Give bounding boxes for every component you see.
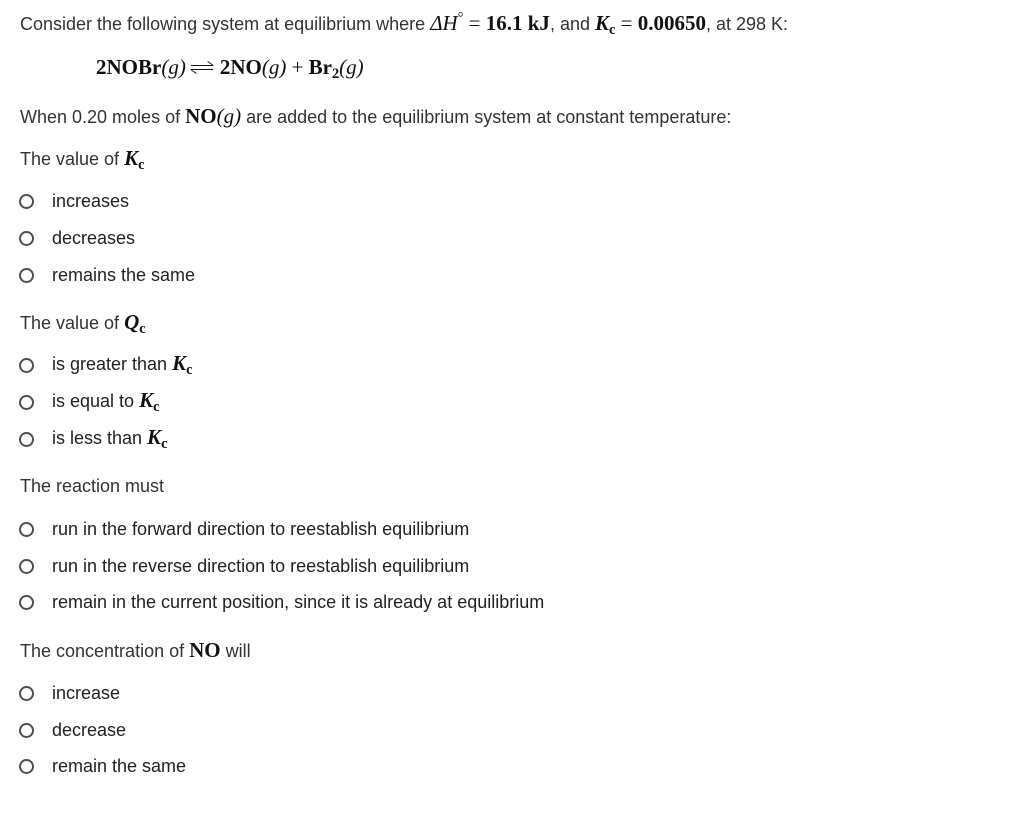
- q3-option-reverse[interactable]: run in the reverse direction to reestablish equilibrium: [19, 551, 469, 581]
- radio-button-icon[interactable]: [19, 759, 34, 774]
- q1-option-decreases[interactable]: decreases: [19, 223, 135, 253]
- q4-option-remain-same[interactable]: remain the same: [19, 751, 186, 781]
- question-2-label: The value of $Q_c$: [20, 310, 146, 337]
- q4-option-decrease[interactable]: decrease: [19, 715, 126, 745]
- radio-button-icon[interactable]: [19, 395, 34, 410]
- product-no: 2NO: [219, 55, 262, 79]
- q4-option-increase[interactable]: increase: [19, 678, 120, 708]
- reactant: 2NOBr: [96, 55, 162, 79]
- radio-button-icon[interactable]: [19, 686, 34, 701]
- q3-option-forward[interactable]: run in the forward direction to reestablish equilibrium: [19, 514, 469, 544]
- product-br2: $Br_2$: [308, 55, 340, 82]
- kc-value: 0.00650: [637, 10, 706, 35]
- question-4-label: The concentration of NO will: [20, 638, 251, 662]
- equilibrium-arrows-icon: [190, 58, 214, 76]
- q1-option-increases[interactable]: increases: [19, 186, 129, 216]
- radio-button-icon[interactable]: [19, 358, 34, 373]
- delta-h-symbol: ΔH: [430, 10, 458, 35]
- question-3-label: The reaction must: [20, 476, 165, 496]
- q2-option-equal[interactable]: is equal to $K_c$: [19, 387, 159, 417]
- q3-option-remain[interactable]: remain in the current position, since it is already at equilibrium: [19, 587, 544, 617]
- product-br2-state: (g): [339, 55, 364, 79]
- product-no-state: (g): [261, 55, 287, 79]
- standard-state-degree: °: [457, 10, 464, 26]
- q2-option-greater[interactable]: is greater than $K_c$: [19, 350, 192, 380]
- radio-button-icon[interactable]: [19, 231, 34, 246]
- question-1-label: The value of $K_c$: [20, 146, 145, 173]
- radio-button-icon[interactable]: [19, 432, 34, 447]
- reactant-state: (g): [161, 55, 186, 79]
- radio-button-icon[interactable]: [19, 595, 34, 610]
- q1-option-remains-same[interactable]: remains the same: [19, 260, 195, 290]
- kc-expression: $K_c = 0.00650$: [594, 10, 706, 38]
- intro-text: Consider the following system at equilibrium where: [20, 13, 431, 34]
- radio-button-icon[interactable]: [19, 723, 34, 738]
- condition-statement: When 0.20 moles of NO(g) are added to the equilibrium system at constant temperature:: [20, 104, 732, 128]
- radio-button-icon[interactable]: [19, 522, 34, 537]
- kc-symbol: K: [594, 10, 609, 35]
- radio-button-icon[interactable]: [19, 559, 34, 574]
- enthalpy-expression: ΔH° = 16.1 kJ: [430, 10, 550, 35]
- delta-h-value: 16.1 kJ: [485, 10, 550, 35]
- problem-statement: Consider the following system at equilibrium where ΔH° = 16.1 kJ, and $K_c = 0.00650$, at 298 K:: [20, 10, 788, 38]
- added-species: NO(g): [185, 104, 242, 128]
- chemical-equation: 2NOBr(g) $2NO(g) + Br_2(g)$: [96, 55, 364, 82]
- q2-option-less[interactable]: is less than $K_c$: [19, 424, 167, 454]
- radio-button-icon[interactable]: [19, 268, 34, 283]
- radio-button-icon[interactable]: [19, 194, 34, 209]
